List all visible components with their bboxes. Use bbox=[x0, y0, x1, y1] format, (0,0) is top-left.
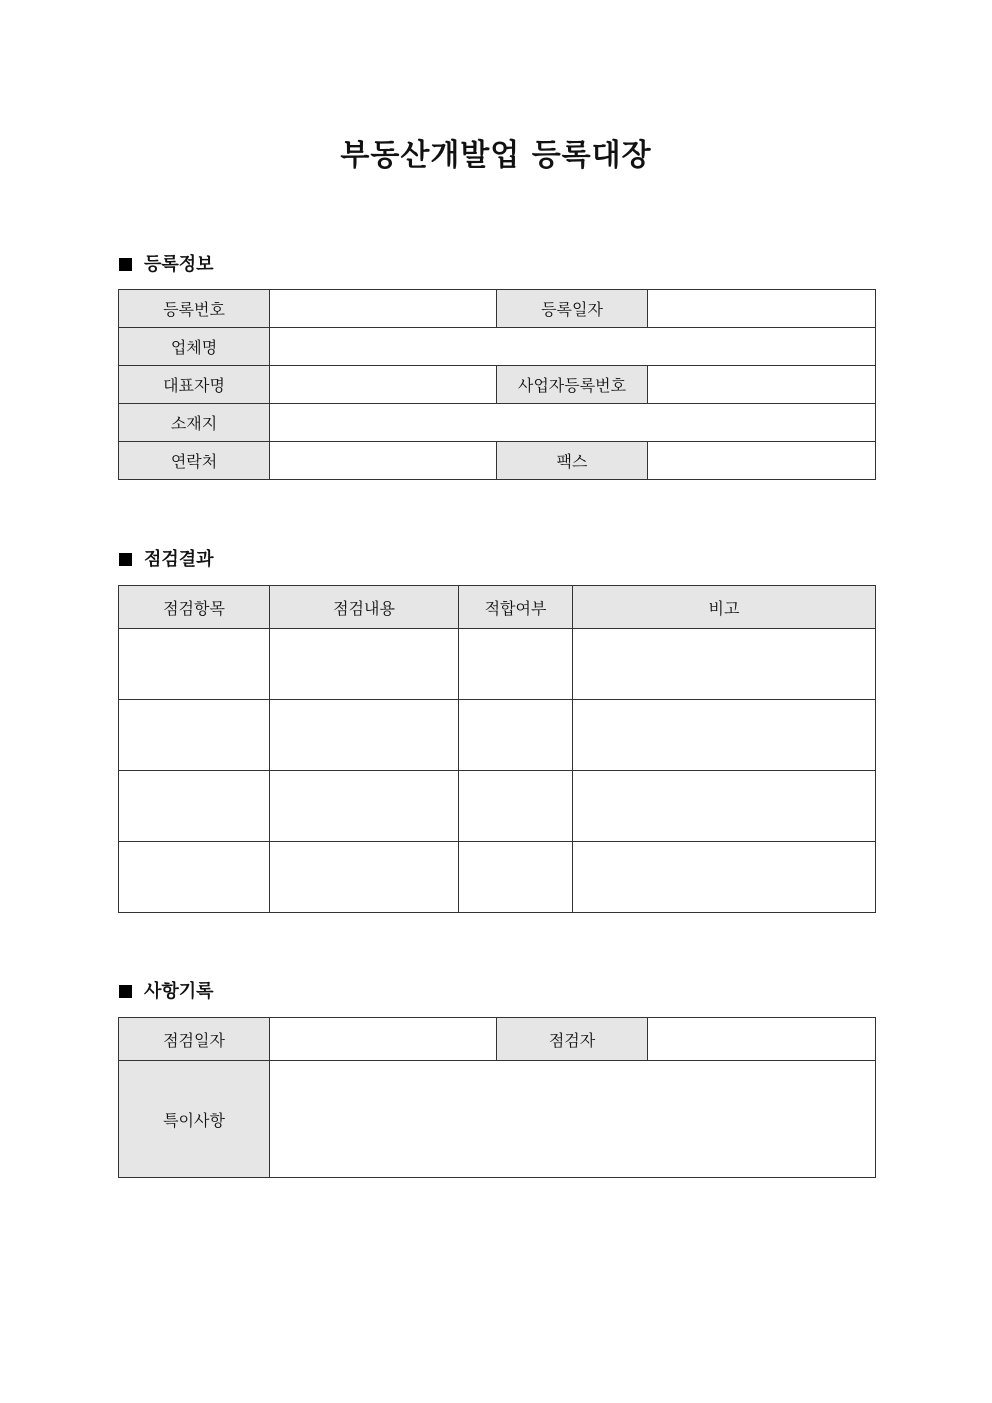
suitability-cell[interactable] bbox=[459, 700, 573, 771]
section-heading-label: 점검결과 bbox=[144, 549, 214, 570]
table-row bbox=[119, 1018, 876, 1061]
biz-reg-no-label: 사업자등록번호 bbox=[497, 366, 648, 404]
location-label: 소재지 bbox=[119, 404, 270, 442]
suitability-cell[interactable] bbox=[459, 771, 573, 842]
inspect-date-label: 점검일자 bbox=[119, 1018, 270, 1061]
note-cell[interactable] bbox=[573, 771, 876, 842]
section-heading-label: 사항기록 bbox=[144, 981, 214, 1002]
table-row bbox=[119, 328, 876, 366]
suitability-cell[interactable] bbox=[459, 629, 573, 700]
table-row bbox=[119, 842, 876, 913]
table-row bbox=[119, 771, 876, 842]
reg-date-field[interactable] bbox=[648, 290, 876, 328]
section-heading-inspection bbox=[119, 548, 214, 572]
table-row bbox=[119, 700, 876, 771]
company-label: 업체명 bbox=[119, 328, 270, 366]
content-cell[interactable] bbox=[270, 842, 459, 913]
fax-label: 팩스 bbox=[497, 442, 648, 480]
item-cell[interactable] bbox=[119, 700, 270, 771]
square-bullet-icon bbox=[119, 553, 132, 566]
reg-no-field[interactable] bbox=[270, 290, 497, 328]
table-row bbox=[119, 404, 876, 442]
section-heading-registration bbox=[119, 253, 214, 277]
table-row bbox=[119, 629, 876, 700]
square-bullet-icon bbox=[119, 985, 132, 998]
note-cell[interactable] bbox=[573, 629, 876, 700]
content-cell[interactable] bbox=[270, 700, 459, 771]
inspector-field[interactable] bbox=[648, 1018, 876, 1061]
fax-field[interactable] bbox=[648, 442, 876, 480]
suitability-cell[interactable] bbox=[459, 842, 573, 913]
contact-field[interactable] bbox=[270, 442, 497, 480]
column-header-suitability: 적합여부 bbox=[459, 586, 573, 629]
item-cell[interactable] bbox=[119, 842, 270, 913]
content-cell[interactable] bbox=[270, 771, 459, 842]
table-row bbox=[119, 366, 876, 404]
content-cell[interactable] bbox=[270, 629, 459, 700]
table-row bbox=[119, 1061, 876, 1178]
representative-label: 대표자명 bbox=[119, 366, 270, 404]
note-cell[interactable] bbox=[573, 700, 876, 771]
inspection-table bbox=[118, 585, 876, 913]
note-cell[interactable] bbox=[573, 842, 876, 913]
column-header-content: 점검내용 bbox=[270, 586, 459, 629]
inspector-label: 점검자 bbox=[497, 1018, 648, 1061]
registration-table bbox=[118, 289, 876, 480]
company-field[interactable] bbox=[270, 328, 876, 366]
remarks-label: 특이사항 bbox=[119, 1061, 270, 1178]
remarks-field[interactable] bbox=[270, 1061, 876, 1178]
representative-field[interactable] bbox=[270, 366, 497, 404]
record-table bbox=[118, 1017, 876, 1178]
location-field[interactable] bbox=[270, 404, 876, 442]
item-cell[interactable] bbox=[119, 629, 270, 700]
column-header-note: 비고 bbox=[573, 586, 876, 629]
table-header-row bbox=[119, 586, 876, 629]
section-heading-label: 등록정보 bbox=[144, 254, 214, 275]
reg-date-label: 등록일자 bbox=[497, 290, 648, 328]
biz-reg-no-field[interactable] bbox=[648, 366, 876, 404]
inspect-date-field[interactable] bbox=[270, 1018, 497, 1061]
table-row bbox=[119, 290, 876, 328]
square-bullet-icon bbox=[119, 258, 132, 271]
column-header-item: 점검항목 bbox=[119, 586, 270, 629]
page-title: 부동산개발업 등록대장 bbox=[340, 138, 652, 173]
reg-no-label: 등록번호 bbox=[119, 290, 270, 328]
item-cell[interactable] bbox=[119, 771, 270, 842]
section-heading-record bbox=[119, 980, 214, 1004]
contact-label: 연락처 bbox=[119, 442, 270, 480]
table-row bbox=[119, 442, 876, 480]
